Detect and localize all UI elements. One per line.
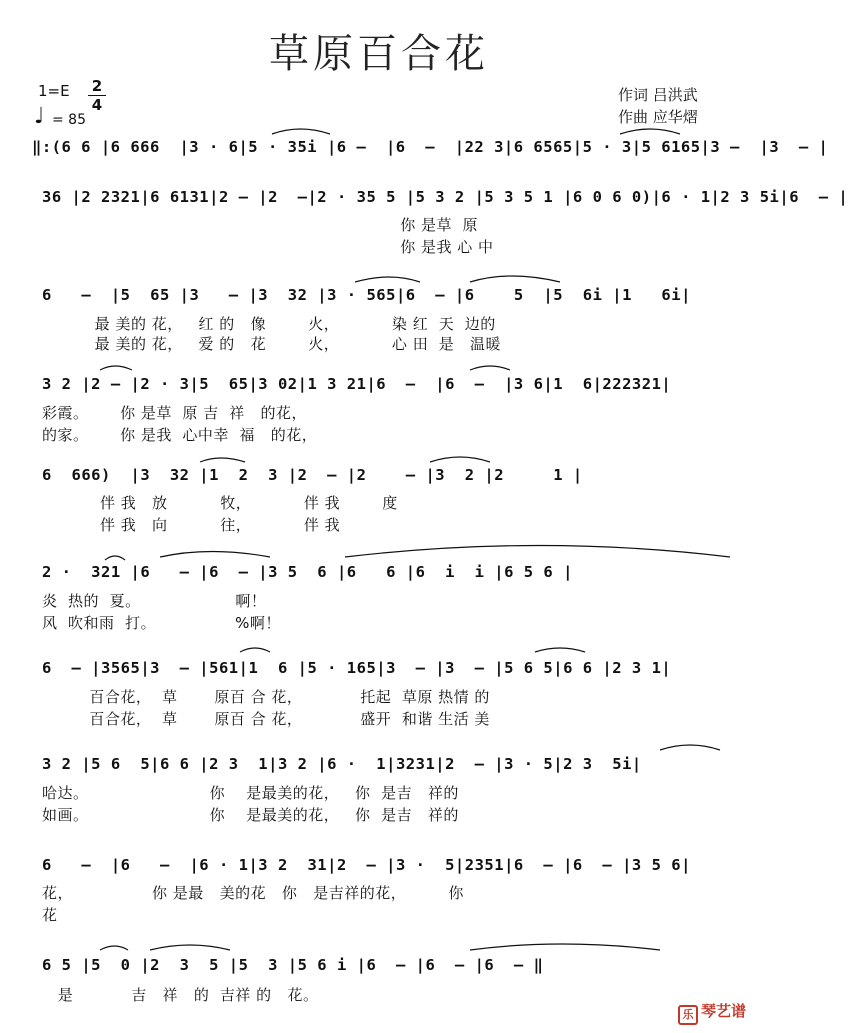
lyric-row-9-verse-2: 花 [42, 906, 58, 924]
notation-row-9: 6 – |6 – |6 · 1|3 2 31|2 – |3 · 5|2351|6 – |6 – |3 5 6| [42, 856, 691, 874]
lyric-row-3-verse-2: 最 美的 花， 爱 的 花 火， 心 田 是 温暖 [42, 335, 502, 353]
time-signature-bottom: 4 [91, 96, 103, 114]
notation-row-3: 6 – |5 65 |3 – |3 32 |3 · 565|6 – |6 5 |5 6i |1 6i| [42, 286, 691, 304]
lyric-row-10-verse-1: 是 吉 祥 的 吉祥 的 花。 [42, 986, 319, 1004]
notation-row-10: 6 5 |5 0 |2 3 5 |5 3 |5 6 i |6 – |6 – |6 – ‖ [42, 956, 544, 974]
song-title: 草原百合花 [269, 31, 489, 77]
key-signature: 1=E [38, 82, 70, 100]
time-signature-top: 2 [91, 77, 103, 95]
notation-row-1: ‖:(6 6 |6 666 |3 · 6|5 · 35i |6 – |6 – |22 3|6 6565|5 · 3|5 6165|3 – |3 – | [32, 138, 829, 156]
lyric-row-5-verse-1: 伴 我 放 牧， 伴 我 度 [42, 494, 398, 512]
lyric-row-8-verse-1: 哈达。 你 是最美的花， 你 是吉 祥的 [42, 784, 459, 802]
notation-row-8: 3 2 |5 6 5|6 6 |2 3 1|3 2 |6 · 1|3231|2 – |3 · 5|2 3 5i| [42, 755, 642, 773]
lyric-row-9-verse-1: 花， 你 是最 美的花 你 是吉祥的花， 你 [42, 884, 464, 902]
lyric-row-6-verse-2: 风 吹和雨 打。 %啊！ [42, 614, 281, 632]
quarter-note-icon: ♩ [34, 104, 45, 129]
lyric-row-5-verse-2: 伴 我 向 往， 伴 我 [42, 516, 341, 534]
lyric-row-2-verse-2: 你 是我 心 中 [42, 238, 494, 256]
notation-row-4: 3 2 |2 – |2 · 3|5 65|3 02|1 3 21|6 – |6 – |3 6|1 6|222321| [42, 375, 672, 393]
lyric-row-8-verse-2: 如画。 你 是最美的花， 你 是吉 祥的 [42, 806, 459, 824]
site-logo [678, 1000, 746, 1025]
logo-text: 琴艺谱 [700, 1002, 746, 1020]
composer-credit: 作曲 应华熠 [618, 108, 698, 126]
lyric-row-4-verse-2: 的家。 你 是我 心中幸 福 的花， [42, 426, 318, 444]
notation-row-7: 6 – |3565|3 – |561|1 6 |5 · 165|3 – |3 – |5 6 5|6 6 |2 3 1| [42, 659, 672, 677]
logo-icon: 乐 [678, 1005, 698, 1025]
lyric-row-3-verse-1: 最 美的 花， 红 的 像 火， 染 红 天 边的 [42, 315, 496, 333]
tempo-marking: = 85 [52, 112, 86, 128]
notation-row-2: 36 |2 2321|6 6131|2 – |2 –|2 · 35 5 |5 3 2 |5 3 5 1 |6 0 6 0)|6 · 1|2 3 5i|6 – | [42, 188, 848, 206]
time-signature [88, 78, 106, 113]
lyric-row-6-verse-1: 炎 热的 夏。 啊！ [42, 592, 267, 610]
lyric-row-4-verse-1: 彩霞。 你 是草 原 吉 祥 的花， [42, 404, 308, 422]
notation-row-5: 6 666) |3 32 |1 2 3 |2 – |2 – |3 2 |2 1 | [42, 466, 583, 484]
notation-row-6: 2 · 321 |6 – |6 – |3 5 6 |6 6 |6 i i |6 5 6 | [42, 563, 573, 581]
lyric-row-2-verse-1: 你 是草 原 [42, 216, 479, 234]
lyric-row-7-verse-2: 百合花， 草 原百 合 花， 盛开 和谐 生活 美 [42, 710, 490, 728]
lyricist-credit: 作词 吕洪武 [618, 86, 698, 104]
lyric-row-7-verse-1: 百合花， 草 原百 合 花， 托起 草原 热情 的 [42, 688, 490, 706]
